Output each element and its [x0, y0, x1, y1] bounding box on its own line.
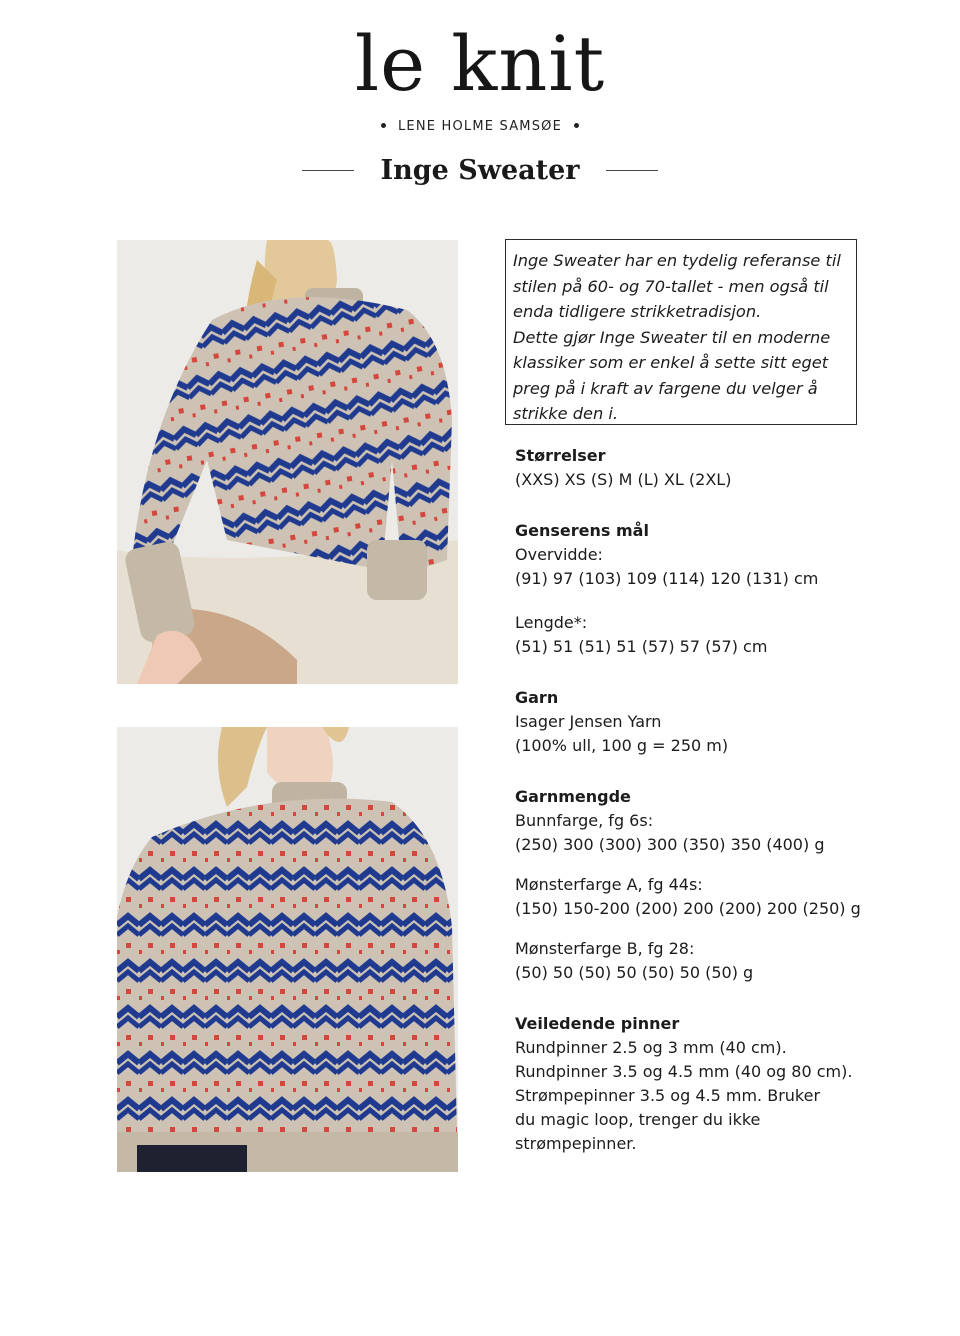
pattern-color-b-label: Mønsterfarge B, fg 28: [515, 939, 695, 958]
length-label: Lengde*: [515, 613, 588, 632]
title-row [0, 155, 960, 186]
yarn-amount-heading: Garnmengde [515, 787, 631, 806]
measurements-heading: Genserens mål [515, 521, 649, 540]
sweater-illustration-closeup [117, 727, 458, 1172]
bullet-icon [381, 123, 386, 128]
title-rule-left [302, 170, 354, 171]
pattern-title: Inge Sweater [380, 155, 580, 186]
base-color-label: Bunnfarge, fg 6s: [515, 811, 654, 830]
pattern-color-a-value: (150) 150-200 (200) 200 (200) 200 (250) g [515, 899, 861, 918]
base-color-value: (250) 300 (300) 300 (350) 350 (400) g [515, 835, 825, 854]
chest-label: Overvidde: [515, 545, 603, 564]
sweater-photo-seated [117, 240, 458, 684]
bullet-icon [574, 123, 579, 128]
intro-paragraph-1: Inge Sweater har en tydelig referanse til stilen på 60- og 70-tallet - men også til enda tidligere strikketradisjon. [513, 251, 841, 321]
length-value: (51) 51 (51) 51 (57) 57 (57) cm [515, 637, 768, 656]
designer-line [0, 119, 960, 134]
needles-line-1: Rundpinner 2.5 og 3 mm (40 cm). [515, 1038, 787, 1057]
yarn-name: Isager Jensen Yarn [515, 712, 662, 731]
designer-name: LENE HOLME SAMSØE [397, 119, 563, 134]
sizes-heading: Størrelser [515, 446, 606, 465]
intro-text-box [505, 239, 857, 425]
intro-paragraph-2: Dette gjør Inge Sweater til en moderne klassiker som er enkel å sette sitt eget preg på i kraft av fargene du velger å strikke den i. [513, 327, 831, 423]
yarn-detail: (100% ull, 100 g = 250 m) [515, 736, 729, 755]
sweater-photo-closeup [117, 727, 458, 1172]
brand-logo: le knit [354, 19, 606, 108]
chest-value: (91) 97 (103) 109 (114) 120 (131) cm [515, 569, 819, 588]
title-rule-right [606, 170, 658, 171]
needles-line-3: Strømpepinner 3.5 og 4.5 mm. Bruker du magic loop, trenger du ikke strømpepinner. [515, 1086, 821, 1153]
yarn-heading: Garn [515, 688, 559, 707]
needles-heading: Veiledende pinner [515, 1014, 680, 1033]
pattern-color-a-label: Mønsterfarge A, fg 44s: [515, 875, 703, 894]
needles-line-2: Rundpinner 3.5 og 4.5 mm (40 og 80 cm). [515, 1062, 853, 1081]
pattern-specs [515, 444, 875, 1156]
sizes-value: (XXS) XS (S) M (L) XL (2XL) [515, 470, 732, 489]
sweater-illustration-seated [117, 240, 458, 684]
pattern-color-b-value: (50) 50 (50) 50 (50) 50 (50) g [515, 963, 754, 982]
